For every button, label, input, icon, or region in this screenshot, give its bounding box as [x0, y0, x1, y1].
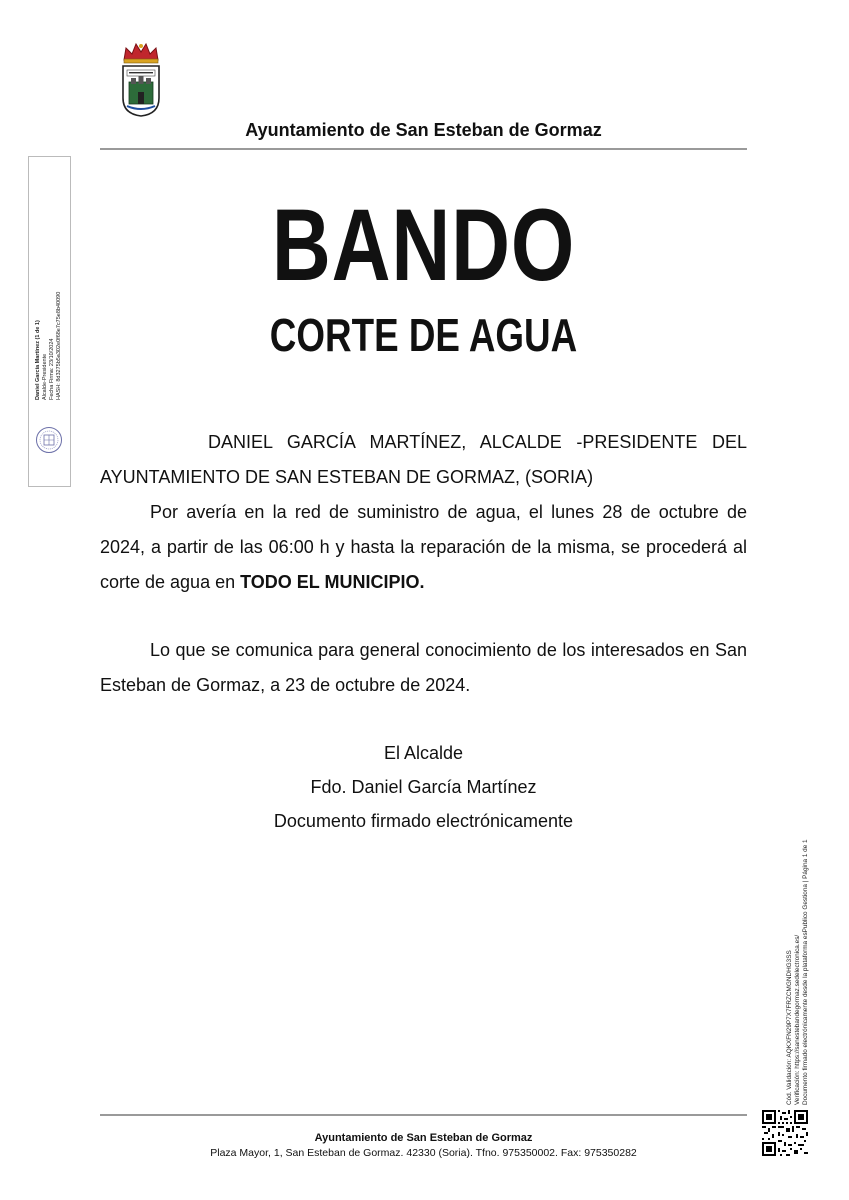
stamp-date: Fecha Firma: 23/10/2024 — [49, 338, 55, 400]
document-title: BANDO — [271, 188, 576, 302]
footer-name: Ayuntamiento de San Esteban de Gormaz — [314, 1132, 533, 1144]
header-title: Ayuntamiento de San Esteban de Gormaz — [245, 120, 602, 140]
intro-paragraph: DANIEL GARCÍA MARTÍNEZ, ALCALDE -PRESIDENTE DEL AYUNTAMIENTO DE SAN ESTEBAN DE GORMAZ, (SORIA) — [100, 432, 747, 487]
signature-role: El Alcalde — [383, 743, 464, 763]
footer-address: Plaza Mayor, 1, San Esteban de Gormaz. 42330 (Soria). Tfno. 975350002. Fax: 975350282 — [210, 1147, 637, 1159]
verification-text — [786, 745, 810, 1105]
main-paragraph — [100, 495, 747, 600]
closing-paragraph: Lo que se comunica para general conocimiento de los interesados en San Esteban de Gormaz, a 23 de octubre de 2024. — [100, 640, 747, 695]
verification-platform: Documento firmado electrónicamente desde la plataforma esPublico Gestiona | Página 1 de 1 — [802, 839, 809, 1105]
municipal-coat-of-arms-icon — [118, 40, 164, 118]
verification-code: Cód. Validación: AQKXFN29P7X7FRZCMGNDHG3SS — [786, 950, 793, 1105]
electronic-seal-icon — [35, 426, 63, 454]
document-subtitle: CORTE DE AGUA — [269, 309, 578, 361]
signature-stamp-text — [35, 200, 63, 400]
signature-name: Fdo. Daniel García Martínez — [310, 777, 537, 797]
stamp-role: Alcalde-Presidente — [42, 353, 48, 400]
main-emphasis: TODO EL MUNICIPIO. — [240, 572, 425, 592]
qr-code-icon[interactable] — [762, 1110, 808, 1156]
signature-note: Documento firmado electrónicamente — [273, 811, 574, 831]
main-text: Por avería en la red de suministro de agua, el lunes 28 de octubre de 2024, a partir de las 06:00 h y hasta la reparación de la misma, se procederá al corte de agua en — [100, 502, 747, 592]
stamp-hash: HASH: 8d3275b5a302e0f68e7c75e8b40090 — [56, 291, 62, 400]
header-divider — [100, 148, 747, 150]
verification-url[interactable]: Verificación: https://sanestebandegormaz.sedelectronica.es/ — [794, 934, 801, 1105]
stamp-signer: Daniel García Martínez (1 de 1) — [35, 320, 41, 400]
footer-divider — [100, 1114, 747, 1116]
